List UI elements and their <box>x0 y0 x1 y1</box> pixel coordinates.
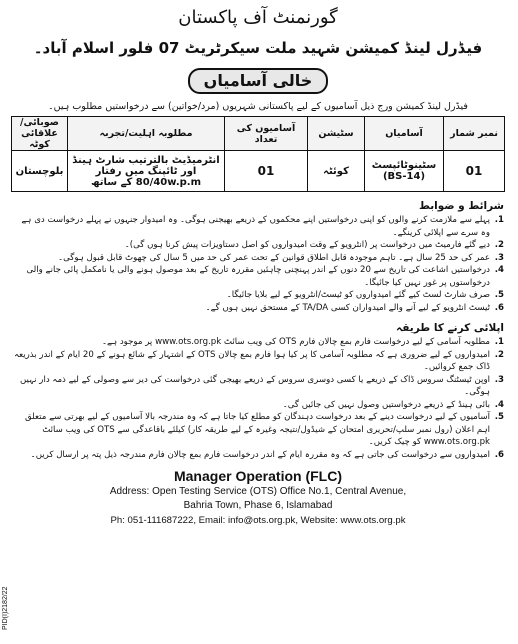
address-line-2: Bahria Town, Phase 6, Islamabad <box>183 500 333 511</box>
job-advertisement <box>4 4 512 638</box>
item-text: آسامیوں کے لیے درخواست دینے کے بعد درخواست دہندگان کو مطلع کیا جاتا ہے کہ وہ مندرجہ بالا آسامیوں کے لیے بھرتی سے متعلق اہم اعلان (رول نمبر سلپ/تحریری امتحان کے شیڈول/نتیجہ وغیرہ کے لیے طریقہ کار) کیلئے باقاعدگی سے OTS کی ویب سائٹ www.ots.org.pk کو چیک کریں۔ <box>25 412 490 447</box>
item-number: 1. <box>494 337 504 347</box>
item-number: 1. <box>494 215 504 225</box>
list-item <box>12 214 504 239</box>
item-text: مطلوبہ آسامی کے لیے درخواست فارم بمع چالان فارم OTS کی ویب سائٹ www.ots.org.pk پر موجود ہے۔ <box>102 337 490 347</box>
list-item <box>12 399 504 412</box>
terms-list <box>4 214 512 314</box>
list-item <box>12 336 504 349</box>
header-count: آسامیوں کی تعداد <box>225 117 308 151</box>
list-item <box>12 374 504 399</box>
row-quota: بلوچستان <box>12 151 68 192</box>
header-serial: نمبر شمار <box>444 117 505 151</box>
item-text: درخواستیں اشاعت کی تاریخ سے 20 دنوں کے اندر پہنچنی چاہئیں مقررہ تاریخ کے بعد موصول ہونے والی یا نامکمل پائی جانے والی درخواستوں پر غور نہیں کیا جائیگا۔ <box>26 265 490 288</box>
item-number: 3. <box>494 374 504 385</box>
row-post: سٹینوٹائپسٹ <box>371 160 437 171</box>
row-serial: 01 <box>444 151 505 192</box>
row-station: کوئٹہ <box>308 151 365 192</box>
header-qualification: مطلوبہ اہلیت/تجربہ <box>68 117 225 151</box>
list-item <box>12 411 504 449</box>
list-item <box>12 449 504 462</box>
item-number: 2. <box>494 240 504 250</box>
item-text: ٹیسٹ انٹرویو کے لیے آنے والے امیدواران کسی TA/DA کے مستحق نہیں ہوں گے۔ <box>205 302 490 313</box>
organization-heading: فیڈرل لینڈ کمیشن شہید ملت سیکرٹریٹ 07 فلور اسلام آباد۔ <box>33 39 483 57</box>
header-post: آسامیاں <box>365 117 444 151</box>
list-item <box>12 289 504 302</box>
table-header-row <box>12 117 505 151</box>
item-text: بائی ہینڈ کے ذریعے درخواستیں وصول نہیں کی جائیں گی۔ <box>282 399 490 410</box>
item-text: امیدواروں کے لیے ضروری ہے کہ مطلوبہ آسامی کا پر کیا ہوا فارم بمع چالان OTS کے اشتہار کے شائع ہونے کے 20 ایام کے اندر بذریعہ ڈاک جمع کروائیں۔ <box>14 349 490 372</box>
item-text: پہلے سے ملازمت کرنے والوں کو اپنی درخواستیں اپنے محکموں کے ذریعے بھیجنی ہوگی۔ وہ امیدوار جنہوں نے پہلے درخواست دی ہے وہ سرے سے اپلائی کرینگے۔ <box>21 215 490 238</box>
item-text: اوپن ٹیسٹنگ سروس ڈاک کے ذریعے یا کسی دوسری سروس کے ذریعے بھیجی گئی درخواست کی دیر سے وصولی کے لیے ذمہ دار نہیں ہوگی۔ <box>20 374 490 397</box>
item-text: صرف شارٹ لسٹ کیے گئے امیدواروں کو ٹیسٹ/انٹرویو کے لیے بلایا جائیگا۔ <box>226 290 490 300</box>
vacancies-title: خالی آسامیاں <box>188 68 329 94</box>
table-row <box>12 151 505 192</box>
intro-text: فیڈرل لینڈ کمیشن ورج ذیل آسامیوں کے لیے پاکستانی شہریوں (مرد/خواتین) سے درخواستیں مطلوب ہیں۔ <box>48 101 468 112</box>
list-item <box>12 302 504 315</box>
contact-line: Ph: 051-111687222, Email: info@ots.org.pk, Website: www.ots.org.pk <box>110 515 406 526</box>
item-number: 4. <box>494 399 504 410</box>
item-number: 2. <box>494 349 504 360</box>
item-number: 4. <box>494 265 504 275</box>
government-heading: گورنمنٹ آف پاکستان <box>178 7 338 28</box>
pid-code: PID(I)2182/22 <box>2 586 9 630</box>
item-number: 3. <box>494 252 504 263</box>
row-post-cell <box>365 151 444 192</box>
item-number: 6. <box>494 449 504 460</box>
item-text: امیدواروں سے درخواست کی جاتی ہے کہ وہ مقررہ ایام کے اندر درخواست فارم بمع چالان فارم مندرجہ ذیل پتہ پر ارسال کریں۔ <box>30 449 490 460</box>
item-number: 6. <box>494 302 504 313</box>
item-number: 5. <box>494 290 504 300</box>
vacancies-banner <box>4 68 512 94</box>
row-scale: (BS-14) <box>382 171 426 182</box>
apply-list <box>4 336 512 461</box>
list-item <box>12 349 504 374</box>
item-text: عمر کی حد 25 سال ہے۔ تاہم موجودہ قابل اطلاق قوانین کے تحت عمر کی حد میں 5 سال کی چھوٹ قابل قبول ہوگی۔ <box>58 252 490 263</box>
apply-title: اپلائی کرنے کا طریقہ <box>396 322 504 334</box>
manager-heading: Manager Operation (FLC) <box>173 468 342 484</box>
row-speed: 80/40w.p.m کے ساتھ <box>90 176 202 188</box>
item-number: 5. <box>494 412 504 422</box>
address-line-1: Address: Open Testing Service (OTS) Office No.1, Central Avenue, <box>109 486 407 497</box>
row-count: 01 <box>225 151 308 192</box>
posts-table <box>11 116 505 192</box>
item-text: دیے گئے فارمیٹ میں درخواست پر (انٹرویو کے وقت امیدواروں کو اصل دستاویزات پیش کرنا ہوں گی)۔ <box>124 240 490 250</box>
row-qualification-cell <box>68 151 225 192</box>
row-qualification: انٹرمیڈیٹ بالترتیب شارٹ ہینڈ اور ٹائپنگ میں رفتار <box>72 154 220 177</box>
list-item <box>12 264 504 289</box>
header-quota: صوبائی/علاقائی کوٹہ <box>12 117 68 151</box>
list-item <box>12 252 504 265</box>
terms-title: شرائط و ضوابط <box>419 200 504 212</box>
list-item <box>12 239 504 252</box>
header-station: سٹیشن <box>308 117 365 151</box>
